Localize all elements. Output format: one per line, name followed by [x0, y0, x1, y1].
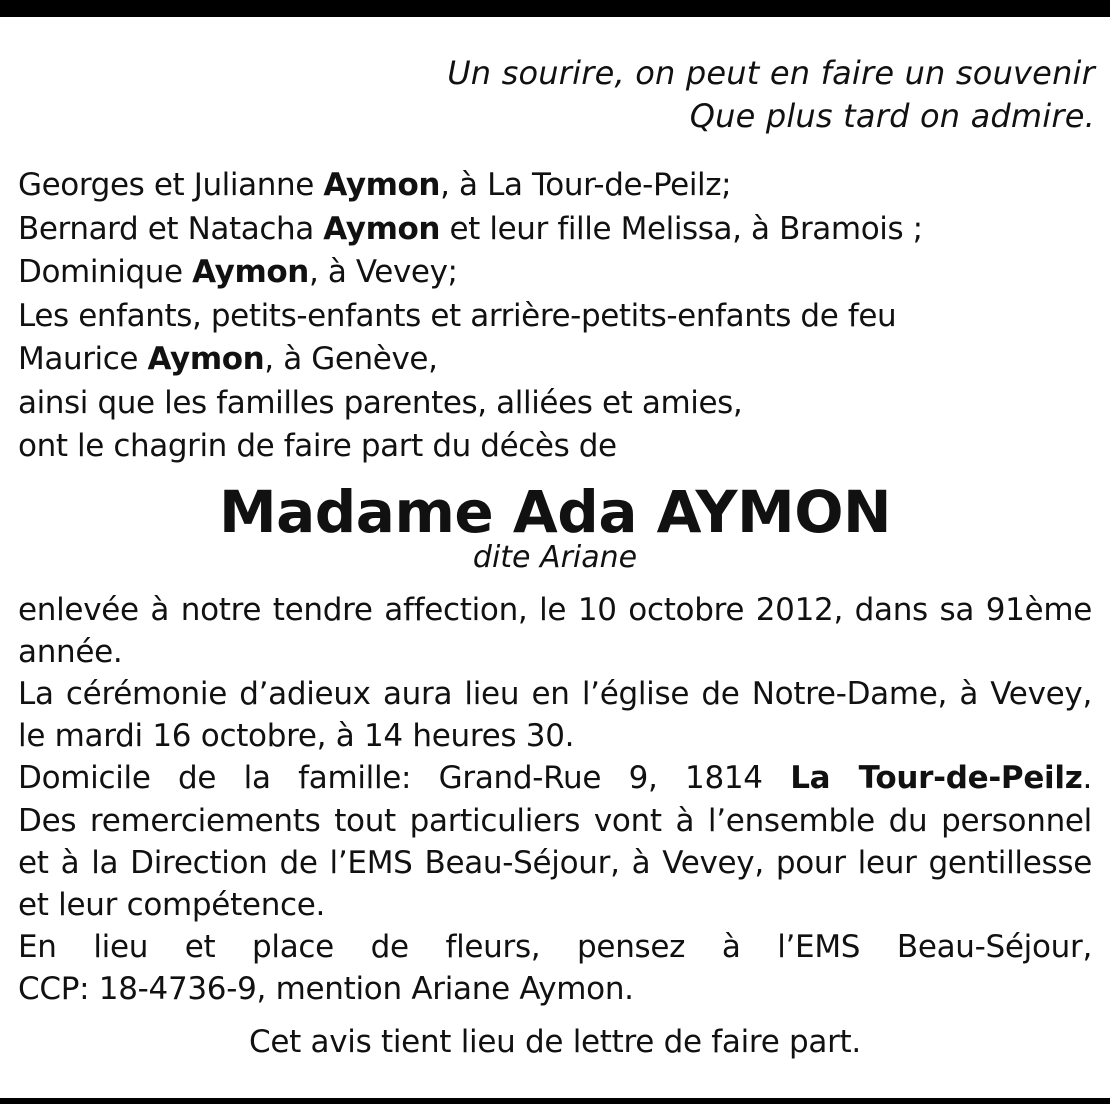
epigraph [18, 52, 1095, 138]
deceased-alias: dite Ariane [472, 539, 638, 575]
deceased-name: Madame Ada AYMON [218, 477, 892, 546]
epigraph-line-1: Un sourire, on peut en faire un souvenir [447, 54, 1095, 92]
thanks-paragraph: Des remerciements tout particuliers vont à l’ensemble du personnel et à la Direction de l’EMS Beau-Séjour, à Vevey, pour leur gentillesse et leur compétence. [18, 802, 1092, 923]
closing-note: Cet avis tient lieu de lettre de faire part. [249, 1023, 861, 1060]
family-line-5: Maurice Aymon, à Genève, [18, 341, 438, 377]
epigraph-line-2: Que plus tard on admire. [689, 97, 1095, 135]
top-rule [0, 0, 1110, 17]
family-line-7: ont le chagrin de faire part du décès de [18, 428, 617, 464]
notice-body [18, 589, 1092, 1011]
surname: Aymon [147, 341, 265, 377]
ceremony-paragraph: La cérémonie d’adieux aura lieu en l’église de Notre-Dame, à Vevey, le mardi 16 octobre, à 14 heures 30. [18, 675, 1092, 755]
death-paragraph: enlevée à notre tendre affection, le 10 octobre 2012, dans sa 91ème année. [18, 591, 1092, 670]
surname: Aymon [323, 167, 441, 203]
family-line-4: Les enfants, petits-enfants et arrière-petits-enfants de feu [18, 297, 897, 334]
family-line-2: Bernard et Natacha Aymon et leur fille Melissa, à Bramois ; [18, 210, 923, 247]
domicile-town: La Tour-de-Peilz [790, 760, 1083, 797]
family-line-1: Georges et Julianne Aymon, à La Tour-de-Peilz; [18, 167, 732, 203]
domicile-paragraph: Domicile de la famille: Grand-Rue 9, 1814 La Tour-de-Peilz. [18, 760, 1092, 797]
bottom-rule [0, 1098, 1110, 1104]
family-line-6: ainsi que les familles parentes, alliées et amies, [18, 384, 743, 421]
obituary-notice [18, 52, 1095, 1063]
family-line-3: Dominique Aymon, à Vevey; [18, 254, 458, 290]
flowers-line: En lieu et place de fleurs, pensez à l’EMS Beau-Séjour, [18, 929, 1092, 966]
surname: Aymon [192, 254, 309, 290]
surname: Aymon [323, 210, 441, 247]
ccp-line: CCP: 18-4736-9, mention Ariane Aymon. [18, 971, 634, 1008]
family-list [18, 164, 1092, 469]
